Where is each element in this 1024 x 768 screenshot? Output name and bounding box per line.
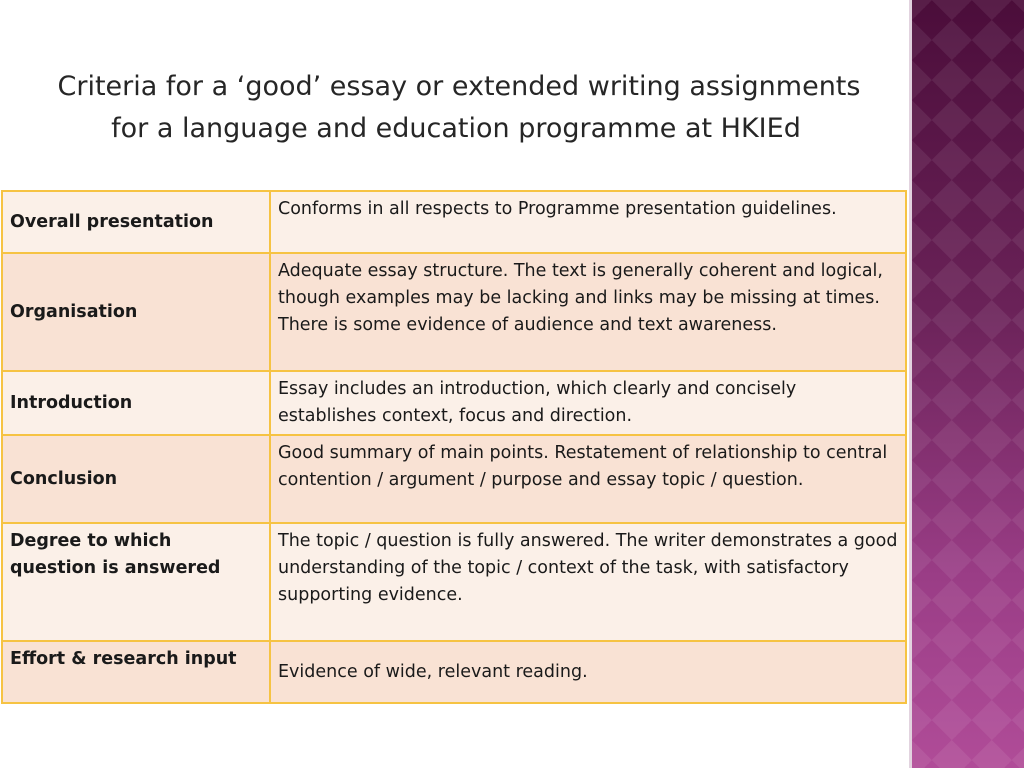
table-row [2, 253, 906, 371]
table-row [2, 641, 906, 703]
table-row [2, 371, 906, 435]
criterion-label: Overall presentation [2, 191, 270, 253]
table-row [2, 523, 906, 641]
criterion-description: Evidence of wide, relevant reading. [270, 641, 906, 703]
decorative-side-band [912, 0, 1024, 768]
criterion-label: Introduction [2, 371, 270, 435]
criterion-label: Degree to which question is answered [2, 523, 270, 641]
criterion-description: The topic / question is fully answered. The writer demonstrates a good understanding of the topic / context of the task, with satisfactory supporting evidence. [270, 523, 906, 641]
criterion-description: Essay includes an introduction, which clearly and concisely establishes context, focus and direction. [270, 371, 906, 435]
table-row [2, 191, 906, 253]
criterion-description: Good summary of main points. Restatement of relationship to central contention / argument / purpose and essay topic / question. [270, 435, 906, 523]
criterion-label: Organisation [2, 253, 270, 371]
table-row [2, 435, 906, 523]
criterion-label: Effort & research input [2, 641, 270, 703]
criterion-label: Conclusion [2, 435, 270, 523]
criterion-description: Adequate essay structure. The text is generally coherent and logical, though examples may be lacking and links may be missing at times. There is some evidence of audience and text awareness. [270, 253, 906, 371]
criterion-description: Conforms in all respects to Programme presentation guidelines. [270, 191, 906, 253]
criteria-table [1, 190, 907, 704]
slide-title-line-1: Criteria for a ‘good’ essay or extended writing assignments [57, 71, 861, 102]
slide-title-line-2: for a language and education programme at HKIEd [111, 113, 801, 144]
slide-title [0, 66, 918, 150]
